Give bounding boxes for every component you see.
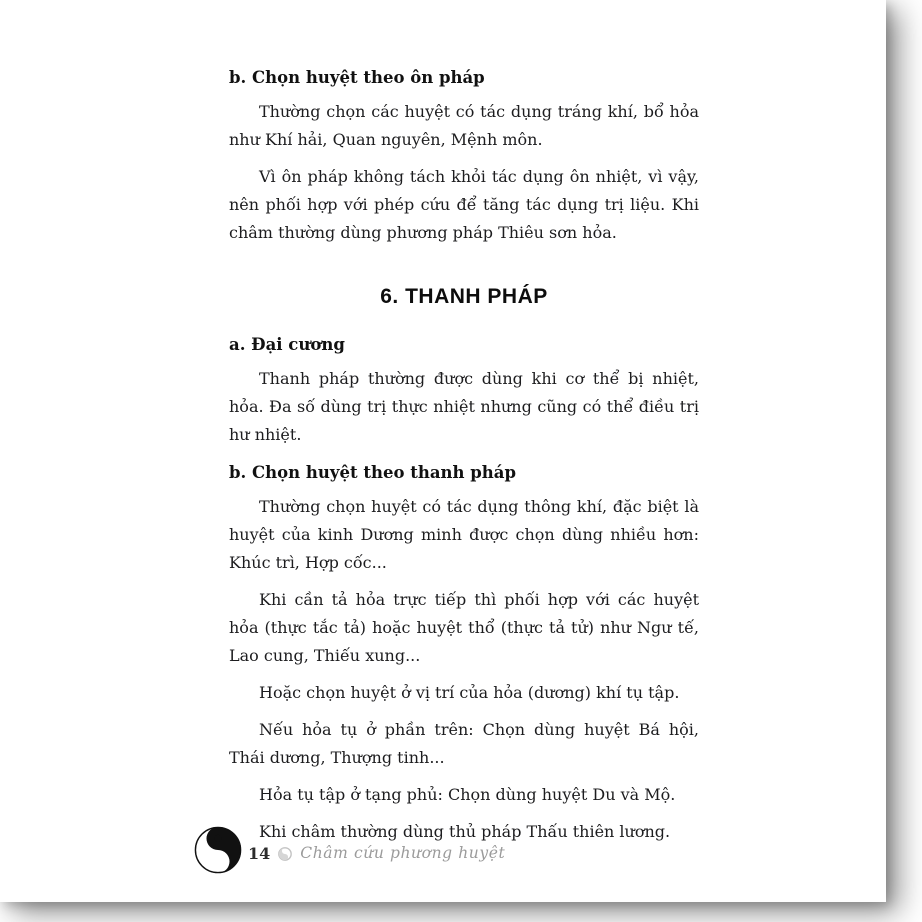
paragraph: Thanh pháp thường được dùng khi cơ thể bị nhiệt, hỏa. Đa số dùng trị thực nhiệt nhưng cũng có thể điều trị hư nhiệt. (229, 369, 699, 444)
yin-yang-small-icon (278, 846, 292, 860)
publisher-logo (194, 826, 242, 874)
paragraph: Thường chọn huyệt có tác dụng thông khí, đặc biệt là huyệt của kinh Dương minh được chọn dùng nhiều hơn: Khúc trì, Hợp cốc... (229, 497, 699, 572)
paragraph: Hoặc chọn huyệt ở vị trí của hỏa (dương) khí tụ tập. (259, 683, 680, 702)
subheading-thanh-phap: b. Chọn huyệt theo thanh pháp (229, 463, 517, 482)
subheading-dai-cuong: a. Đại cương (229, 335, 345, 354)
paragraph: Nếu hỏa tụ ở phần trên: Chọn dùng huyệt Bá hội, Thái dương, Thượng tinh... (229, 720, 699, 767)
subheading-on-phap: b. Chọn huyệt theo ôn pháp (229, 68, 485, 87)
paragraph: Vì ôn pháp không tách khỏi tác dụng ôn nhiệt, vì vậy, nên phối hợp với phép cứu để tăng tác dụng trị liệu. Khi châm thường dùng phương pháp Thiêu sơn hỏa. (229, 167, 699, 242)
paragraph: Hỏa tụ tập ở tạng phủ: Chọn dùng huyệt Du và Mộ. (259, 785, 676, 804)
paragraph: Khi cần tả hỏa trực tiếp thì phối hợp với các huyệt hỏa (thực tắc tả) hoặc huyệt thổ (thực tả tử) như Ngư tế, Lao cung, Thiếu xung... (229, 590, 699, 665)
paragraph: Khi châm thường dùng thủ pháp Thấu thiên lương. (259, 822, 671, 841)
yin-yang-icon (194, 826, 242, 874)
page-content (229, 64, 699, 855)
page-footer (248, 842, 505, 864)
page-number: 14 (248, 843, 271, 863)
paragraph: Thường chọn các huyệt có tác dụng tráng khí, bổ hỏa như Khí hải, Quan nguyên, Mệnh môn. (229, 102, 699, 149)
section-title-thanh-phap: 6. THANH PHÁP (380, 285, 548, 308)
footer-book-title: Châm cứu phương huyệt (300, 844, 506, 862)
